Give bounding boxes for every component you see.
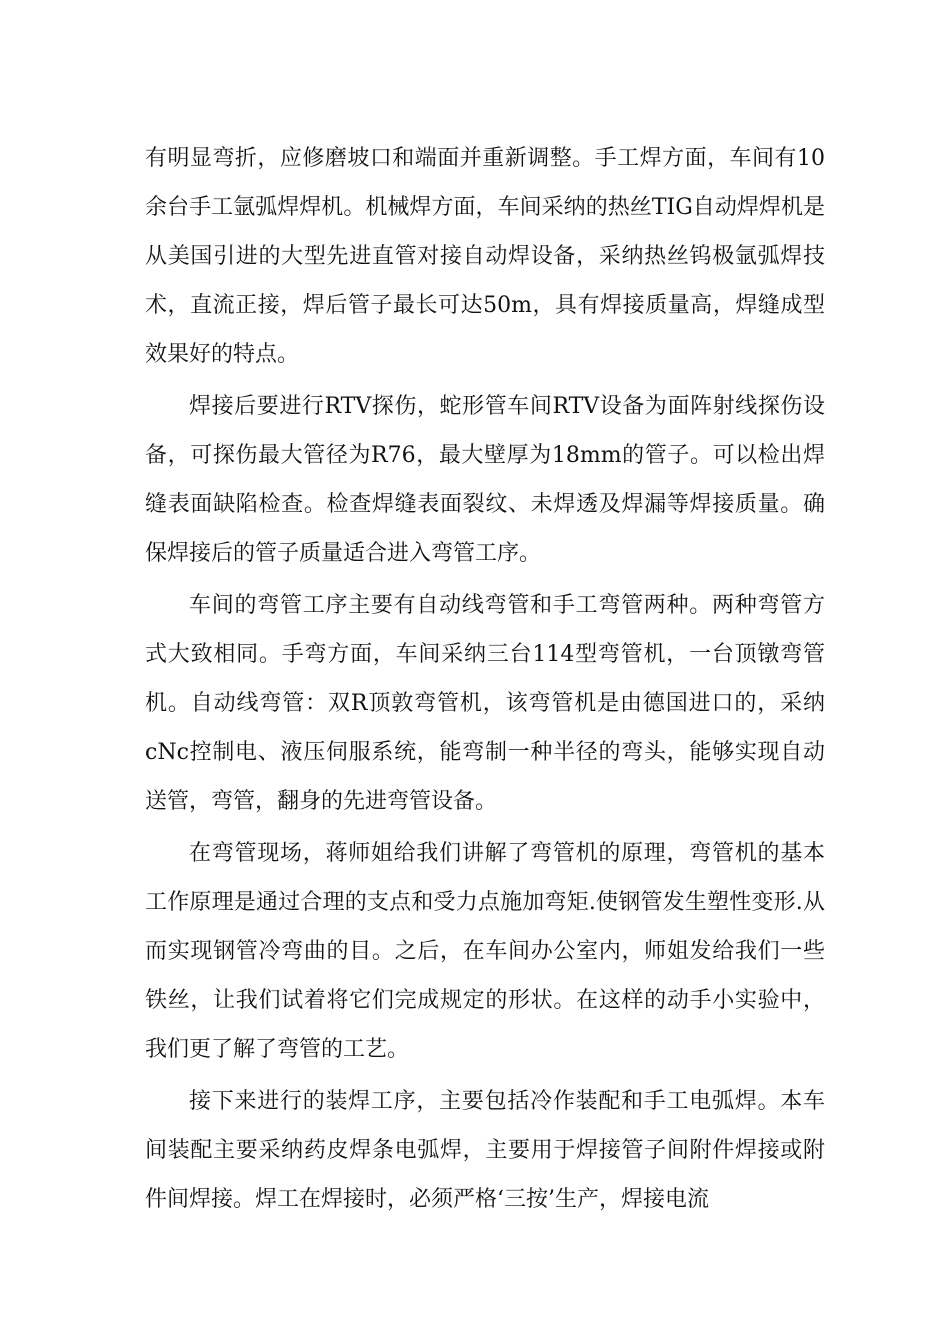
paragraph-assembly-welding: 接下来进行的装焊工序，主要包括冷作装配和手工电弧焊。本车间装配主要采纳药皮焊条电弧焊，主要用于焊接管子间附件焊接或附件间焊接。焊工在焊接时，必须严格‘三按’生产，焊接电流 [145,1089,825,1212]
paragraph-bending-principle: 在弯管现场，蒋师姐给我们讲解了弯管机的原理，弯管机的基本工作原理是通过合理的支点和受力点施加弯矩.使钢管发生塑性变形.从而实现钢管冷弯曲的目。之后，在车间办公室内，师姐发给我们一些铁丝，让我们试着将它们完成规定的形状。在这样的动手小实验中，我们更了解了弯管的工艺。 [145,841,825,1062]
body-text [145,134,825,1227]
paragraph-pipe-bending: 车间的弯管工序主要有自动线弯管和手工弯管两种。两种弯管方式大致相同。手弯方面，车间采纳三台114型弯管机，一台顶镦弯管机。自动线弯管：双R顶敦弯管机，该弯管机是由德国进口的，采纳cNc控制电、液压伺服系统，能弯制一种半径的弯头，能够实现自动送管，弯管，翻身的先进弯管设备。 [145,593,825,814]
paragraph-continuation: 有明显弯折，应修磨坡口和端面并重新调整。手工焊方面，车间有10余台手工氩弧焊焊机。机械焊方面，车间采纳的热丝TIG自动焊焊机是从美国引进的大型先进直管对接自动焊设备，采纳热丝钨极氩弧焊技术，直流正接，焊后管子最长可达50m，具有焊接质量高，焊缝成型效果好的特点。 [145,146,825,367]
paragraph-rtv-inspection: 焊接后要进行RTV探伤，蛇形管车间RTV设备为面阵射线探伤设备，可探伤最大管径为R76，最大壁厚为18mm的管子。可以检出焊缝表面缺陷检查。检查焊缝表面裂纹、未焊透及焊漏等焊接质量。确保焊接后的管子质量适合进入弯管工序。 [145,394,825,566]
